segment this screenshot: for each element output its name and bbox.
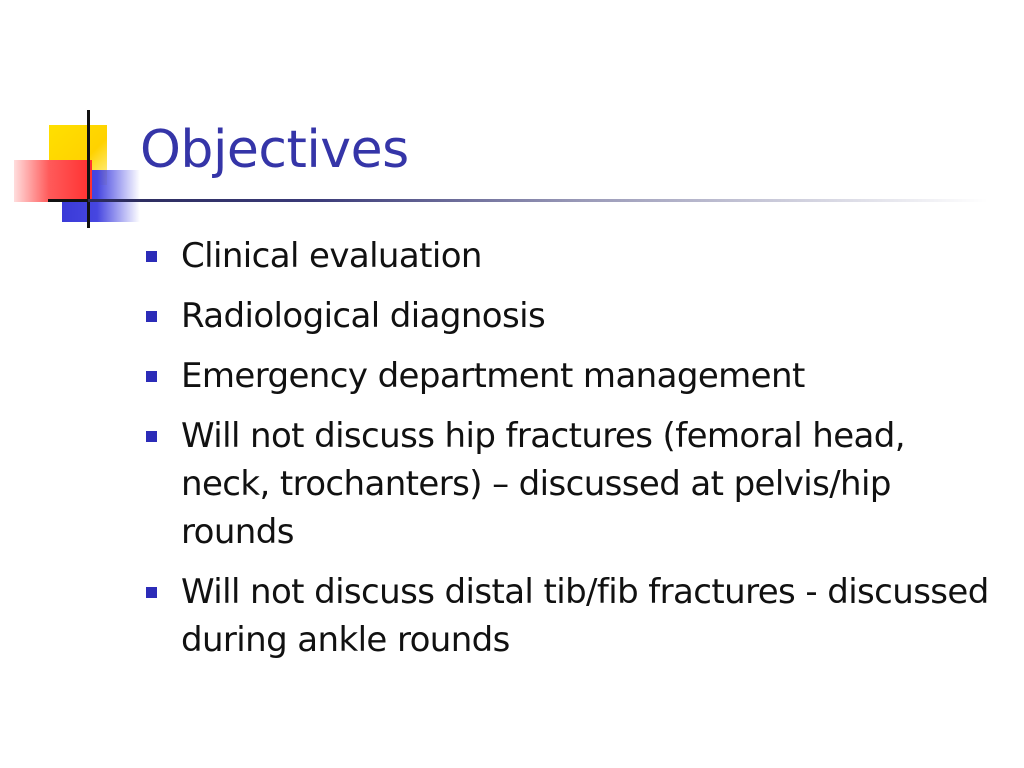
square-bullet-icon [146, 371, 157, 382]
square-bullet-icon [146, 431, 157, 442]
bullet-list [145, 232, 995, 676]
red-square-decoration [14, 160, 92, 202]
bullet-text: Clinical evaluation [181, 236, 482, 276]
bullet-item [145, 412, 995, 556]
bullet-text: Will not discuss hip fractures (femoral head, neck, trochanters) – discussed at pelvis/hip rounds [181, 416, 905, 552]
slide-logo-decoration [0, 0, 160, 240]
vertical-line-decoration [87, 110, 90, 228]
bullet-item [145, 352, 995, 400]
bullet-item [145, 292, 995, 340]
bullet-text: Will not discuss distal tib/fib fractures - discussed during ankle rounds [181, 572, 989, 660]
bullet-text: Radiological diagnosis [181, 296, 546, 336]
bullet-item [145, 568, 995, 664]
bullet-text: Emergency department management [181, 356, 805, 396]
square-bullet-icon [146, 311, 157, 322]
square-bullet-icon [146, 251, 157, 262]
bullet-item [145, 232, 995, 280]
title-underline [88, 199, 988, 202]
slide-title: Objectives [140, 120, 409, 180]
square-bullet-icon [146, 587, 157, 598]
